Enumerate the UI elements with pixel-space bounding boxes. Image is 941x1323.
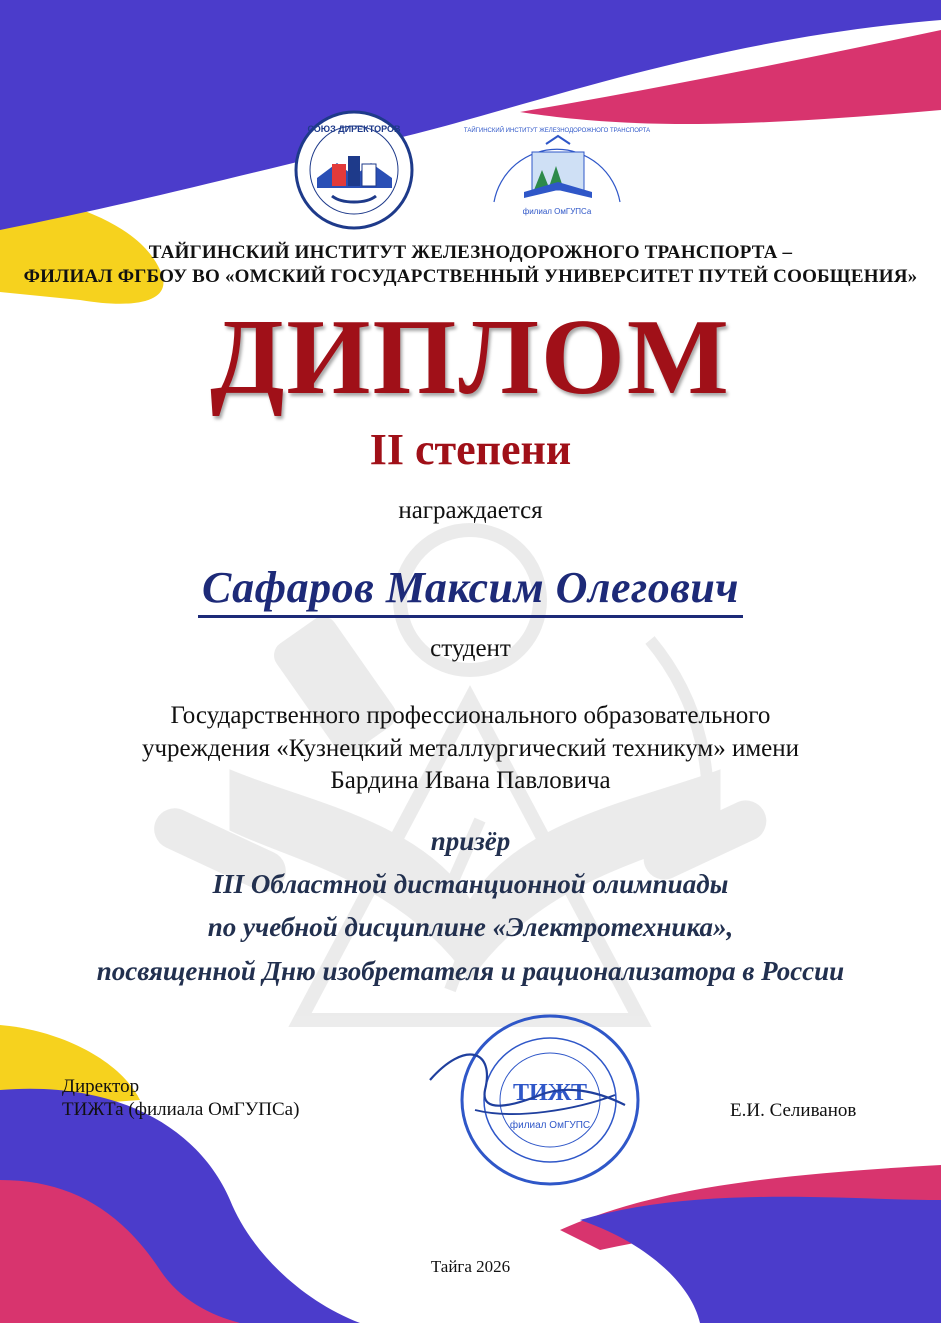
place-year: Тайга 2026 bbox=[430, 1257, 511, 1276]
recipient-role: студент bbox=[430, 635, 511, 662]
institution-line-1: ТАЙГИНСКИЙ ИНСТИТУТ ЖЕЛЕЗНОДОРОЖНОГО ТРАНСПОРТА – bbox=[148, 242, 793, 263]
official-seal bbox=[455, 1010, 645, 1190]
diploma-degree: II степени bbox=[369, 425, 572, 474]
right-logo-sub: филиал ОмГУПСа bbox=[522, 207, 592, 216]
signer-position bbox=[62, 1076, 299, 1122]
signer-position-line-1: Директор bbox=[62, 1076, 140, 1097]
achievement-line-2: III Областной дистанционной олимпиады bbox=[212, 869, 729, 900]
union-of-directors-logo bbox=[292, 108, 417, 233]
institute-logo bbox=[463, 122, 651, 230]
achievement-line-4: посвященной Дню изобретателя и рационализатора в России bbox=[96, 955, 845, 986]
organization bbox=[0, 700, 941, 798]
achievement-line-1: призёр bbox=[430, 826, 511, 856]
organization-line-3: Бардина Ивана Павловича bbox=[330, 767, 611, 794]
achievement-line-3: по учебной дисциплине «Электротехника», bbox=[207, 912, 734, 943]
seal-sub-text: филиал ОмГУПС bbox=[509, 1120, 591, 1131]
right-logo-label: ТАЙГИНСКИЙ ИНСТИТУТ ЖЕЛЕЗНОДОРОЖНОГО ТРАНСПОРТА bbox=[463, 128, 651, 134]
achievement bbox=[0, 820, 941, 993]
seal-center-text: ТИЖТ bbox=[512, 1080, 588, 1106]
recipient-wrap bbox=[0, 562, 941, 618]
recipient-name: Сафаров Максим Олегович bbox=[198, 562, 743, 618]
institution-line-2: ФИЛИАЛ ФГБОУ ВО «ОМСКИЙ ГОСУДАРСТВЕННЫЙ УНИВЕРСИТЕТ ПУТЕЙ СООБЩЕНИЯ» bbox=[23, 265, 918, 287]
awarded-label: награждается bbox=[398, 497, 543, 524]
institution-name bbox=[0, 241, 941, 289]
signer-position-line-2: ТИЖТа (филиала ОмГУПСа) bbox=[62, 1098, 300, 1120]
left-logo-label: СОЮЗ ДИРЕКТОРОВ bbox=[307, 124, 401, 134]
organization-line-1: Государственного профессионального образовательного bbox=[170, 702, 771, 729]
organization-line-2: учреждения «Кузнецкий металлургический техникум» имени bbox=[141, 734, 800, 762]
diploma-title: ДИПЛОМ bbox=[210, 298, 731, 417]
signer-name: Е.И. Селиванов bbox=[730, 1100, 857, 1121]
